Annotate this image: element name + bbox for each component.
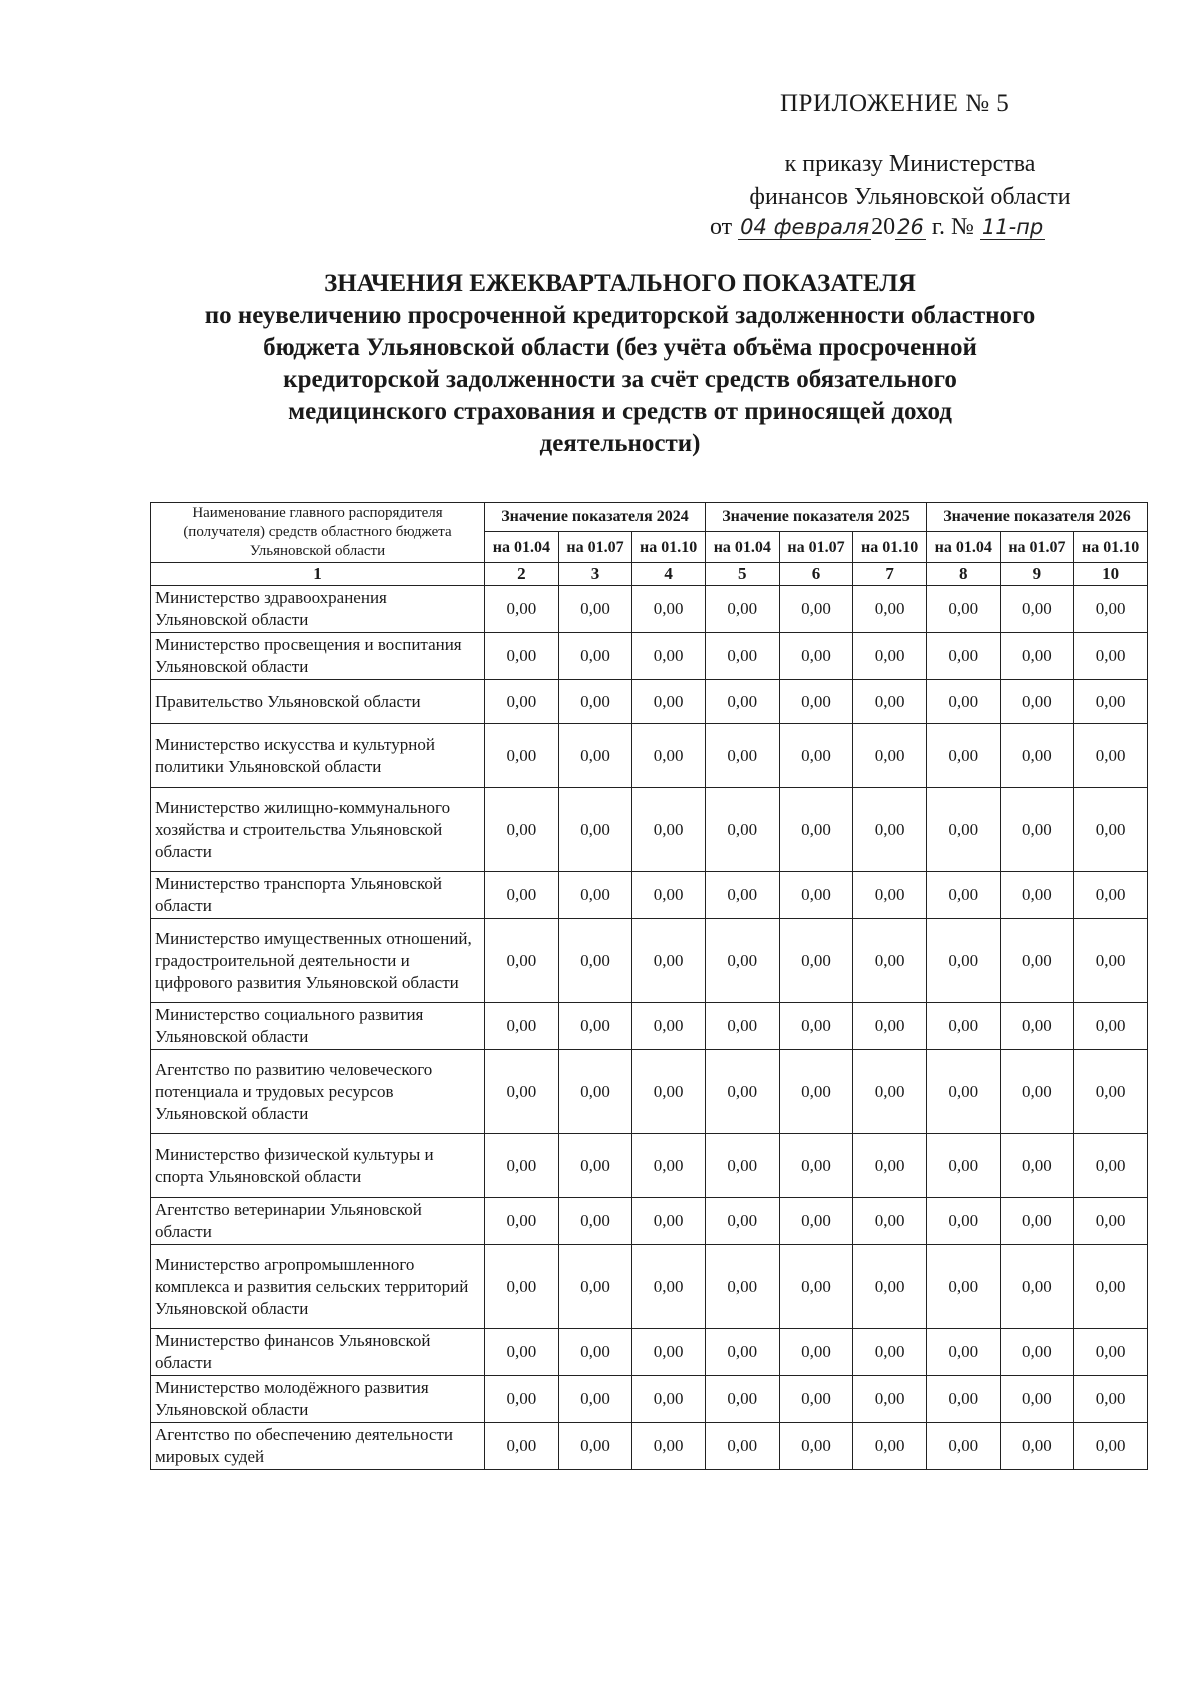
table-row — [151, 788, 1148, 872]
indicator-value: 0,00 — [558, 1050, 632, 1134]
organization-name: Министерство искусства и культурной политики Ульяновской области — [151, 724, 485, 788]
handwritten-year: 26 — [897, 215, 924, 239]
date-header: на 01.07 — [779, 532, 853, 563]
indicator-value: 0,00 — [1000, 724, 1074, 788]
indicator-value: 0,00 — [779, 1423, 853, 1470]
indicator-value: 0,00 — [1000, 919, 1074, 1003]
table-row — [151, 724, 1148, 788]
indicator-value: 0,00 — [705, 1376, 779, 1423]
year-header-2025: Значение показателя 2025 — [705, 503, 926, 532]
indicator-value: 0,00 — [1074, 1329, 1148, 1376]
title-line-6: деятельности) — [539, 430, 701, 457]
organization-name: Министерство финансов Ульяновской области — [151, 1329, 485, 1376]
date-header: на 01.04 — [485, 532, 559, 563]
indicator-value: 0,00 — [485, 586, 559, 633]
indicator-value: 0,00 — [779, 1134, 853, 1198]
indicator-value: 0,00 — [705, 1198, 779, 1245]
indicator-value: 0,00 — [558, 788, 632, 872]
indicator-value: 0,00 — [632, 788, 706, 872]
indicator-value: 0,00 — [1074, 633, 1148, 680]
indicator-value: 0,00 — [1000, 680, 1074, 724]
organization-name: Министерство физической культуры и спорта Ульяновской области — [151, 1134, 485, 1198]
indicator-value: 0,00 — [1000, 1376, 1074, 1423]
column-number: 4 — [632, 563, 706, 586]
indicator-value: 0,00 — [632, 1329, 706, 1376]
date-header: на 01.04 — [926, 532, 1000, 563]
column-number-row — [151, 563, 1148, 586]
indicator-value: 0,00 — [558, 680, 632, 724]
table-row — [151, 872, 1148, 919]
title-line-3: бюджета Ульяновской области (без учёта объёма просроченной — [263, 334, 977, 361]
indicator-value: 0,00 — [1074, 1003, 1148, 1050]
indicator-value: 0,00 — [779, 633, 853, 680]
indicator-value: 0,00 — [632, 680, 706, 724]
organization-name: Министерство здравоохранения Ульяновской области — [151, 586, 485, 633]
indicator-value: 0,00 — [705, 788, 779, 872]
indicator-value: 0,00 — [1000, 1423, 1074, 1470]
indicator-value: 0,00 — [632, 872, 706, 919]
indicator-value: 0,00 — [632, 919, 706, 1003]
indicator-value: 0,00 — [853, 1134, 927, 1198]
indicator-value: 0,00 — [1074, 872, 1148, 919]
indicator-value: 0,00 — [853, 633, 927, 680]
indicator-value: 0,00 — [779, 1198, 853, 1245]
indicator-value: 0,00 — [1074, 1198, 1148, 1245]
table-body — [151, 586, 1148, 1470]
indicator-value: 0,00 — [853, 1423, 927, 1470]
table-row — [151, 1198, 1148, 1245]
indicator-value: 0,00 — [1000, 1329, 1074, 1376]
indicator-value: 0,00 — [485, 919, 559, 1003]
indicator-value: 0,00 — [705, 1245, 779, 1329]
indicator-value: 0,00 — [779, 788, 853, 872]
column-number: 2 — [485, 563, 559, 586]
date-header: на 01.10 — [853, 532, 927, 563]
indicator-value: 0,00 — [558, 919, 632, 1003]
indicator-value: 0,00 — [1074, 1050, 1148, 1134]
date-header: на 01.04 — [705, 532, 779, 563]
indicator-value: 0,00 — [1074, 680, 1148, 724]
indicator-value: 0,00 — [779, 724, 853, 788]
indicator-value: 0,00 — [632, 586, 706, 633]
indicator-value: 0,00 — [485, 1245, 559, 1329]
organization-name: Министерство социального развития Ульяновской области — [151, 1003, 485, 1050]
indicator-value: 0,00 — [632, 1003, 706, 1050]
date-header: на 01.10 — [1074, 532, 1148, 563]
indicator-value: 0,00 — [485, 633, 559, 680]
indicator-value: 0,00 — [779, 680, 853, 724]
table-row — [151, 1329, 1148, 1376]
indicator-value: 0,00 — [926, 788, 1000, 872]
table-row — [151, 1050, 1148, 1134]
indicator-value: 0,00 — [1074, 1376, 1148, 1423]
indicator-value: 0,00 — [485, 1329, 559, 1376]
order-date-line — [710, 214, 1045, 241]
indicator-value: 0,00 — [485, 1198, 559, 1245]
indicator-value: 0,00 — [632, 1198, 706, 1245]
organization-name: Агентство по обеспечению деятельности мировых судей — [151, 1423, 485, 1470]
organization-name: Министерство просвещения и воспитания Ульяновской области — [151, 633, 485, 680]
table-row — [151, 1245, 1148, 1329]
date-header: на 01.10 — [632, 532, 706, 563]
indicator-value: 0,00 — [558, 1376, 632, 1423]
indicator-value: 0,00 — [485, 1376, 559, 1423]
indicator-value: 0,00 — [558, 1198, 632, 1245]
indicator-value: 0,00 — [1000, 788, 1074, 872]
indicator-value: 0,00 — [926, 1329, 1000, 1376]
indicator-value: 0,00 — [705, 633, 779, 680]
indicator-value: 0,00 — [853, 586, 927, 633]
organization-name: Агентство по развитию человеческого потенциала и трудовых ресурсов Ульяновской области — [151, 1050, 485, 1134]
order-line-2: финансов Ульяновской области — [749, 184, 1071, 210]
indicator-value: 0,00 — [926, 1423, 1000, 1470]
date-header: на 01.07 — [1000, 532, 1074, 563]
indicator-value: 0,00 — [705, 586, 779, 633]
table-row — [151, 586, 1148, 633]
indicator-value: 0,00 — [485, 1003, 559, 1050]
column-number: 10 — [1074, 563, 1148, 586]
indicator-value: 0,00 — [632, 1423, 706, 1470]
indicator-value: 0,00 — [853, 919, 927, 1003]
indicator-value: 0,00 — [558, 1245, 632, 1329]
indicator-value: 0,00 — [558, 586, 632, 633]
indicator-value: 0,00 — [853, 788, 927, 872]
organization-name: Агентство ветеринарии Ульяновской области — [151, 1198, 485, 1245]
indicator-value: 0,00 — [632, 1245, 706, 1329]
indicator-value: 0,00 — [1000, 633, 1074, 680]
indicator-value: 0,00 — [558, 1134, 632, 1198]
indicator-value: 0,00 — [779, 1003, 853, 1050]
indicator-value: 0,00 — [926, 1050, 1000, 1134]
table-row — [151, 1376, 1148, 1423]
column-number: 6 — [779, 563, 853, 586]
indicator-value: 0,00 — [926, 919, 1000, 1003]
indicator-value: 0,00 — [1000, 1245, 1074, 1329]
indicator-value: 0,00 — [1074, 724, 1148, 788]
indicator-value: 0,00 — [1074, 1423, 1148, 1470]
indicator-value: 0,00 — [926, 1245, 1000, 1329]
indicator-value: 0,00 — [632, 1050, 706, 1134]
order-reference — [700, 148, 1120, 214]
indicator-value: 0,00 — [926, 633, 1000, 680]
organization-name: Министерство имущественных отношений, градостроительной деятельности и цифрового развития Ульяновской области — [151, 919, 485, 1003]
indicator-value: 0,00 — [632, 724, 706, 788]
title-line-5: медицинского страхования и средств от приносящей доход — [288, 398, 952, 425]
indicator-value: 0,00 — [485, 724, 559, 788]
table-row — [151, 1134, 1148, 1198]
indicator-table — [150, 502, 1148, 1470]
indicator-value: 0,00 — [485, 872, 559, 919]
indicator-value: 0,00 — [779, 586, 853, 633]
indicator-value: 0,00 — [558, 633, 632, 680]
indicator-value: 0,00 — [558, 1003, 632, 1050]
indicator-value: 0,00 — [1000, 1050, 1074, 1134]
indicator-value: 0,00 — [558, 1423, 632, 1470]
indicator-value: 0,00 — [1000, 1003, 1074, 1050]
annex-title: ПРИЛОЖЕНИЕ № 5 — [780, 90, 1010, 117]
indicator-value: 0,00 — [485, 1423, 559, 1470]
indicator-value: 0,00 — [853, 680, 927, 724]
table-header-row-years — [151, 503, 1148, 532]
indicator-value: 0,00 — [853, 724, 927, 788]
table-row — [151, 919, 1148, 1003]
indicator-value: 0,00 — [926, 1376, 1000, 1423]
indicator-value: 0,00 — [779, 919, 853, 1003]
date-header: на 01.07 — [558, 532, 632, 563]
indicator-value: 0,00 — [632, 1134, 706, 1198]
indicator-value: 0,00 — [1074, 586, 1148, 633]
column-number: 7 — [853, 563, 927, 586]
column-number: 5 — [705, 563, 779, 586]
handwritten-number: 11-пр — [981, 215, 1044, 239]
indicator-value: 0,00 — [779, 1329, 853, 1376]
indicator-value: 0,00 — [779, 1245, 853, 1329]
indicator-value: 0,00 — [705, 1423, 779, 1470]
indicator-value: 0,00 — [1000, 586, 1074, 633]
indicator-value: 0,00 — [558, 1329, 632, 1376]
indicator-value: 0,00 — [926, 1198, 1000, 1245]
date-prefix: от — [710, 214, 733, 240]
indicator-value: 0,00 — [926, 1134, 1000, 1198]
title-line-2: по неувеличению просроченной кредиторской задолженности областного — [204, 302, 1036, 329]
indicator-value: 0,00 — [1000, 872, 1074, 919]
indicator-value: 0,00 — [705, 1050, 779, 1134]
indicator-value: 0,00 — [1074, 919, 1148, 1003]
indicator-value: 0,00 — [853, 872, 927, 919]
indicator-value: 0,00 — [926, 680, 1000, 724]
year-header-2026: Значение показателя 2026 — [926, 503, 1147, 532]
indicator-value: 0,00 — [705, 919, 779, 1003]
indicator-value: 0,00 — [632, 633, 706, 680]
indicator-value: 0,00 — [705, 1003, 779, 1050]
indicator-value: 0,00 — [926, 872, 1000, 919]
handwritten-date: 04 февраля — [740, 215, 870, 239]
indicator-value: 0,00 — [1074, 788, 1148, 872]
name-column-header: Наименование главного распорядителя (получателя) средств областного бюджета Ульяновской области — [151, 503, 485, 563]
table-row — [151, 680, 1148, 724]
indicator-value: 0,00 — [485, 1134, 559, 1198]
indicator-value: 0,00 — [1000, 1198, 1074, 1245]
indicator-value: 0,00 — [632, 1376, 706, 1423]
indicator-value: 0,00 — [1074, 1134, 1148, 1198]
organization-name: Министерство транспорта Ульяновской области — [151, 872, 485, 919]
order-line-1: к приказу Министерства — [784, 151, 1036, 177]
indicator-value: 0,00 — [779, 1376, 853, 1423]
table-row — [151, 633, 1148, 680]
indicator-value: 0,00 — [853, 1003, 927, 1050]
indicator-value: 0,00 — [853, 1245, 927, 1329]
title-line-1: ЗНАЧЕНИЯ ЕЖЕКВАРТАЛЬНОГО ПОКАЗАТЕЛЯ — [324, 270, 916, 297]
year-header-2024: Значение показателя 2024 — [485, 503, 706, 532]
indicator-value: 0,00 — [558, 724, 632, 788]
indicator-value: 0,00 — [558, 872, 632, 919]
organization-name: Министерство молодёжного развития Ульяновской области — [151, 1376, 485, 1423]
indicator-value: 0,00 — [705, 872, 779, 919]
indicator-value: 0,00 — [1000, 1134, 1074, 1198]
column-number: 1 — [151, 563, 485, 586]
column-number: 8 — [926, 563, 1000, 586]
column-number: 3 — [558, 563, 632, 586]
indicator-value: 0,00 — [926, 724, 1000, 788]
indicator-value: 0,00 — [853, 1376, 927, 1423]
table-row — [151, 1003, 1148, 1050]
title-line-4: кредиторской задолженности за счёт средств обязательного — [283, 366, 957, 393]
indicator-value: 0,00 — [705, 1329, 779, 1376]
indicator-value: 0,00 — [779, 872, 853, 919]
organization-name: Министерство жилищно-коммунального хозяйства и строительства Ульяновской области — [151, 788, 485, 872]
indicator-value: 0,00 — [926, 1003, 1000, 1050]
indicator-value: 0,00 — [485, 788, 559, 872]
table-row — [151, 1423, 1148, 1470]
indicator-value: 0,00 — [705, 724, 779, 788]
indicator-value: 0,00 — [853, 1198, 927, 1245]
indicator-value: 0,00 — [853, 1329, 927, 1376]
indicator-value: 0,00 — [1074, 1245, 1148, 1329]
indicator-value: 0,00 — [485, 1050, 559, 1134]
indicator-value: 0,00 — [853, 1050, 927, 1134]
indicator-value: 0,00 — [705, 680, 779, 724]
indicator-value: 0,00 — [779, 1050, 853, 1134]
indicator-value: 0,00 — [485, 680, 559, 724]
column-number: 9 — [1000, 563, 1074, 586]
organization-name: Правительство Ульяновской области — [151, 680, 485, 724]
document-title — [140, 268, 1100, 460]
indicator-value: 0,00 — [926, 586, 1000, 633]
year-prefix: 20 — [871, 214, 896, 240]
organization-name: Министерство агропромышленного комплекса и развития сельских территорий Ульяновской области — [151, 1245, 485, 1329]
indicator-value: 0,00 — [705, 1134, 779, 1198]
year-suffix: г. № — [931, 214, 974, 240]
